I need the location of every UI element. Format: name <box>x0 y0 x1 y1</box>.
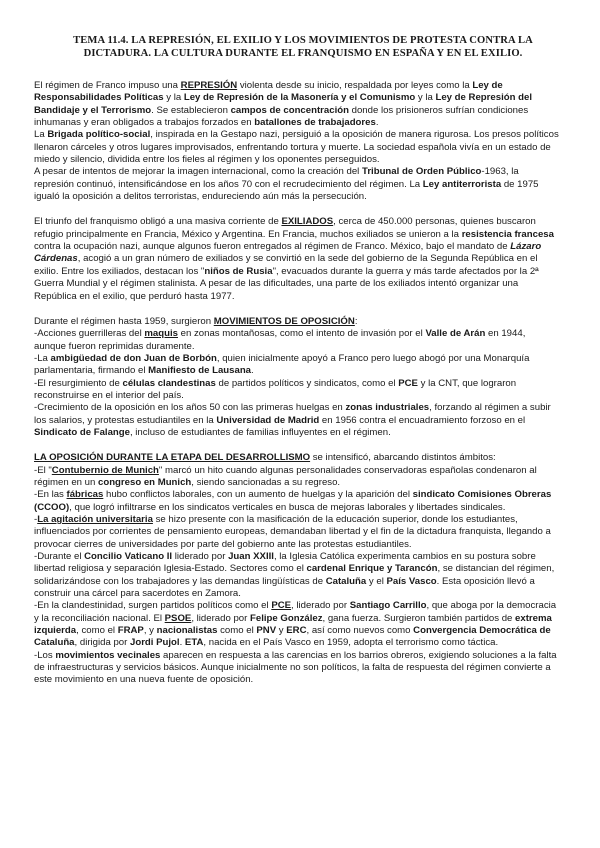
list-item: -El resurgimiento de células clandestinas de partidos políticos y sindicatos, como el PCE y la CNT, que lograron reconstruirse en el interior del país. <box>34 377 517 401</box>
paragraph: A pesar de intentos de mejorar la imagen internacional, como la creación del Tribunal de Orden Público-1963, la represión continuó, intensificándose en los años 70 con el recrudecimiento del régimen. La Ley antiterrorista de 1975 igualó la oposición a delitos terroristas, endureciendo aún más la persecución. <box>34 166 539 203</box>
list-item: -La ambigüedad de don Juan de Borbón, quien inicialmente apoyó a Franco pero luego abogó por una Monarquía parlamentaria, firmando el Manifiesto de Lausana. <box>34 352 530 377</box>
section-repression <box>34 80 560 203</box>
list-item: -La agitación universitaria se hizo presente con la masificación de la educación superior, donde los estudiantes, influenciados por corrientes de pensamiento europeas, demandaban libertad y el fin de la dictadura franquista, llegando a provocar cierres de universidades por parte del gobierno ante las protestas estudiantiles. <box>34 514 551 550</box>
paragraph: La Brigada político-social, inspirada en la Gestapo nazi, persiguió a la oposición de manera rigurosa. Los presos políticos llenaron cárceles y otros lugares improvisados, enfrentando tortura y muerte. La sociedad española vivía en un estado de miedo y silencio, dividida entre los fieles al régimen y los oponentes perseguidos. <box>34 129 559 166</box>
paragraph: LA OPOSICIÓN DURANTE LA ETAPA DEL DESARROLLISMO se intensificó, abarcando distintos ámbitos: <box>34 452 496 464</box>
list-item: -El "Contubernio de Munich" marcó un hito cuando algunas personalidades conservadoras españolas condenaron al régimen en un congreso en Munich, siendo sancionadas a su regreso. <box>34 464 537 488</box>
document-title: TEMA 11.4. LA REPRESIÓN, EL EXILIO Y LOS MOVIMIENTOS DE PROTESTA CONTRA LA DICTADURA. LA CULTURA DURANTE EL FRANQUISMO EN ESPAÑA Y EN EL EXILIO. <box>73 35 533 59</box>
paragraph: Durante el régimen hasta 1959, surgieron MOVIMIENTOS DE OPOSICIÓN: <box>34 315 358 327</box>
paragraph: El régimen de Franco impuso una REPRESIÓN violenta desde su inicio, respaldada por leyes como la Ley de Responsabilidades Políticas y la Ley de Represión de la Masonería y el Comunismo y la Ley de Represión del Bandidaje y el Terrorismo. Se establecieron campos de concentración donde los prisioneros sufrían condiciones inhumanas y eran obligados a trabajos forzados en batallones de trabajadores. <box>34 80 532 129</box>
list-item: -Los movimientos vecinales aparecen en respuesta a las carencias en los barrios obreros, exigiendo soluciones a la falta de infraestructuras y servicios básicos. Aunque inicialmente no son políticos, la falta de respuesta del régimen convierte a este movimiento en una nueva fuente de oposición. <box>34 649 557 686</box>
section-exile <box>34 216 560 302</box>
list-item: -En las fábricas hubo conflictos laborales, con un aumento de huelgas y la aparición del sindicato Comisiones Obreras (CCOO), que logró infiltrarse en los sindicatos verticales en busca de mejoras laborales y libertades sindicales. <box>34 489 552 513</box>
list-item: -Acciones guerrilleras del maquis en zonas montañosas, como el intento de invasión por el Valle de Arán en 1944, aunque fueron reprimidas duramente. <box>34 328 526 352</box>
list-item: -En la clandestinidad, surgen partidos políticos como el PCE, liderado por Santiago Carrillo, que aboga por la democracia y la reconciliación nacional. El PSOE, liderado por Felipe González, gana fuerza. Surgieron también partidos de extrema izquierda, como el FRAP, y nacionalistas como el PNV y ERC, así como nuevos como Convergencia Democrática de Cataluña, dirigida por Jordi Pujol. ETA, nacida en el País Vasco en 1959, adopta el terrorismo como táctica. <box>34 600 557 649</box>
section-opposition-1959 <box>34 316 560 439</box>
list-item: -Crecimiento de la oposición en los años 50 con las primeras huelgas en zonas industriales, forzando al régimen a subir los salarios, y protestas estudiantiles en la Universidad de Madrid en 1956 contra el encuadramiento forzoso en el Sindicato de Falange, incluso de estudiantes de familias influyentes en el régimen. <box>34 402 551 438</box>
section-opposition-desarrollismo <box>34 452 560 687</box>
list-item: -Durante el Concilio Vaticano II liderado por Juan XXIII, la Iglesia Católica experimenta cambios en su postura sobre libertad religiosa y separación Iglesia-Estado. Sectores como el cardenal Enrique y Tarancón, se distancian del régimen, solidarizándose con los trabajadores y las demandas lingüísticas de Cataluña y el País Vasco. Esta oposición llevó a construir una cárcel para sacerdotes en Zamora. <box>34 551 555 600</box>
paragraph: El triunfo del franquismo obligó a una masiva corriente de EXILIADOS, cerca de 450.000 personas, quienes buscaron refugio principalmente en Francia, México y Argentina. En Francia, muchos exiliados se unieron a la resistencia francesa contra la ocupación nazi, aunque algunos fueron entregados al régimen de Franco. México, bajo el mandato de Lázaro Cárdenas, acogió a un gran número de exiliados y se convirtió en la sede del gobierno de la Segunda República en el exilio. Entre los exiliados, destacan los "niños de Rusia", evacuados durante la guerra y más tarde afectados por la 2ª Guerra Mundial y el régimen stalinista. A pesar de las dificultades, una parte de los exiliados intentó organizar una República en el exilio, que perduró hasta 1977. <box>34 216 554 302</box>
